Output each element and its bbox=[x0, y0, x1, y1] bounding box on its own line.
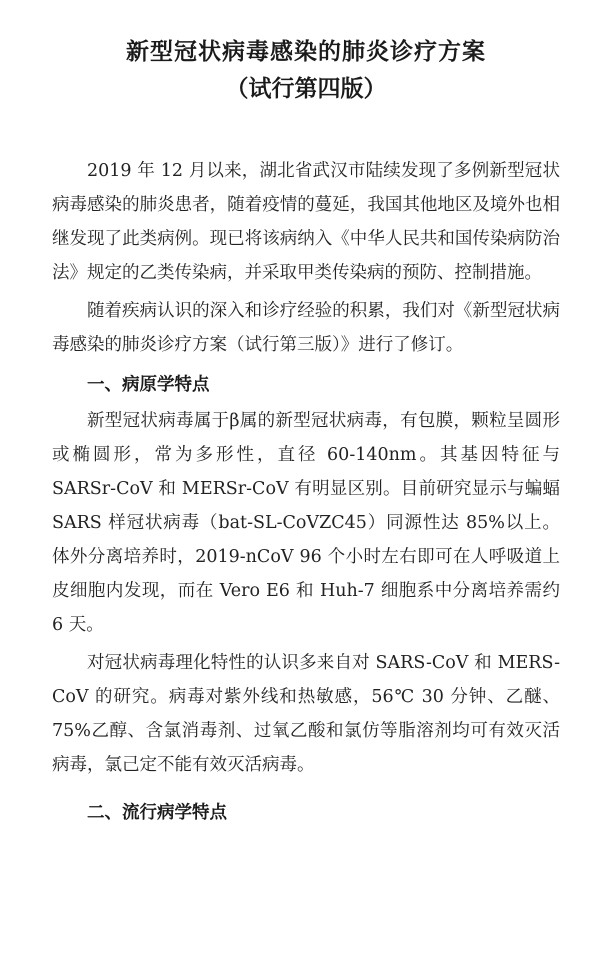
etiology-paragraph-2: 对冠状病毒理化特性的认识多来自对 SARS-CoV 和 MERS-CoV 的研究。病毒对紫外线和热敏感，56℃ 30 分钟、乙醚、75%乙醇、含氯消毒剂、过氧乙酸和氯仿等脂溶剂均可有效灭活病毒，氯己定不能有效灭活病毒。 bbox=[52, 653, 560, 775]
document-title: 新型冠状病毒感染的肺炎诊疗方案 bbox=[126, 39, 486, 65]
section-heading-epidemiology: 二、流行病学特点 bbox=[87, 803, 227, 823]
document-body bbox=[52, 154, 560, 830]
intro-paragraph-2: 随着疾病认识的深入和诊疗经验的积累，我们对《新型冠状病毒感染的肺炎诊疗方案（试行第三版）》进行了修订。 bbox=[52, 301, 560, 355]
intro-paragraph-1: 2019 年 12 月以来，湖北省武汉市陆续发现了多例新型冠状病毒感染的肺炎患者，随着疫情的蔓延，我国其他地区及境外也相继发现了此类病例。现已将该病纳入《中华人民共和国传染病防治法》规定的乙类传染病，并采取甲类传染病的预防、控制措施。 bbox=[52, 161, 560, 283]
etiology-paragraph-1: 新型冠状病毒属于β属的新型冠状病毒，有包膜，颗粒呈圆形或椭圆形，常为多形性，直径 60-140nm。其基因特征与 SARSr-CoV 和 MERSr-CoV 有明显区别。目前研究显示与蝙蝠 SARS 样冠状病毒（bat-SL-CoVZC45）同源性达 85%以上。体外分离培养时，2019-nCoV 96 个小时左右即可在人呼吸道上皮细胞内发现，而在 Vero E6 和 Huh-7 细胞系中分离培养需约 6 天。 bbox=[52, 411, 560, 635]
document-subtitle: （试行第四版） bbox=[225, 76, 387, 102]
section-heading-etiology: 一、病原学特点 bbox=[87, 375, 210, 395]
